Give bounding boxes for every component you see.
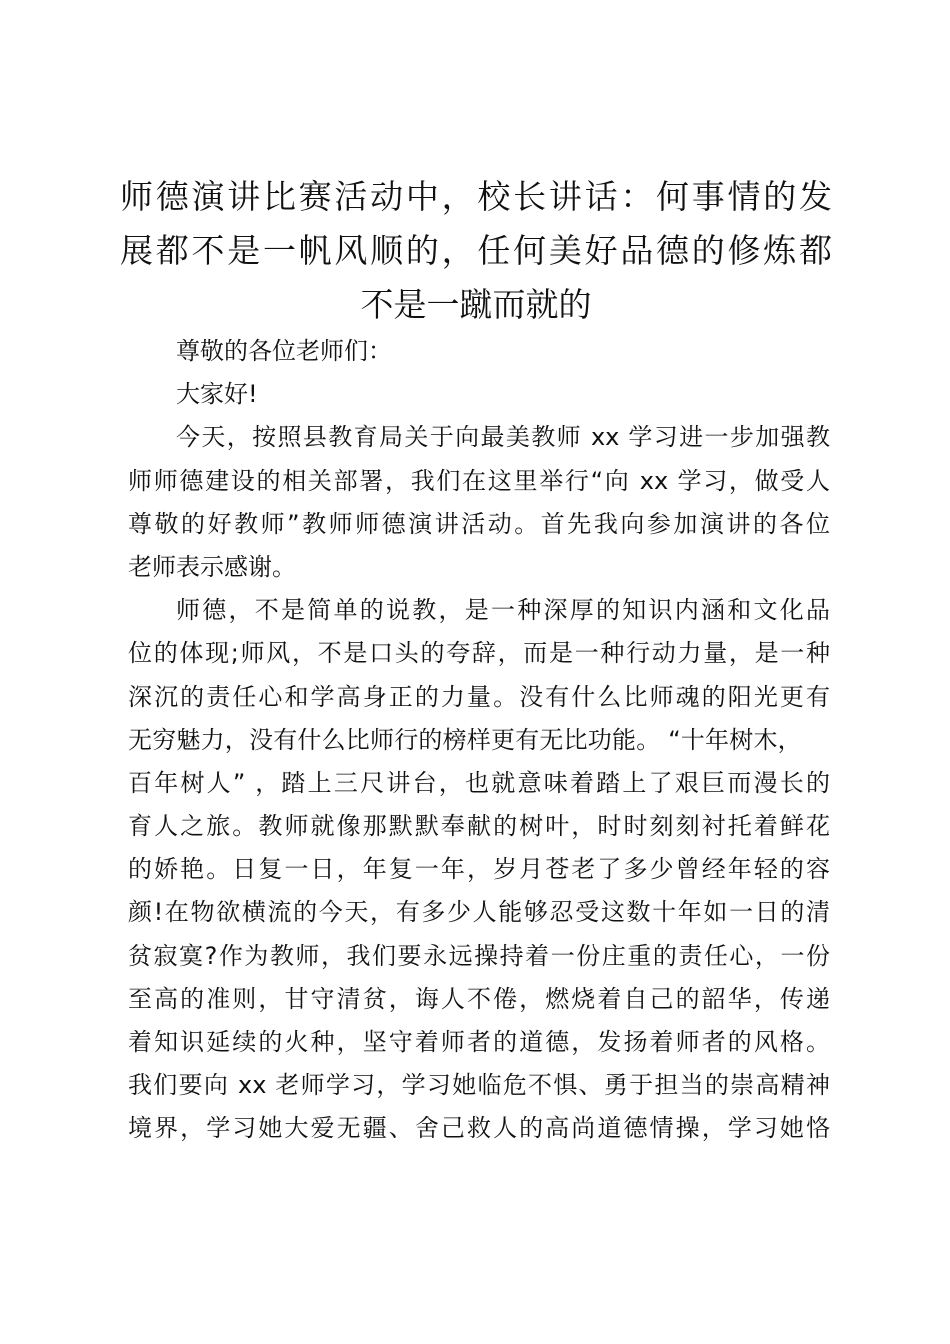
salutation: 尊敬的各位老师们： — [176, 337, 392, 365]
paragraph-line: 境界，学习她大爱无疆、舍己救人的高尚道德情操，学习她恪 — [128, 1114, 830, 1143]
title-line: 展都不是一帆风顺的，任何美好品德的修炼都 — [120, 231, 832, 270]
paragraph-line: 育人之旅。教师就像那默默奉献的树叶，时时刻刻衬托着鲜花 — [128, 812, 830, 841]
paragraph-line: 位的体现;师风，不是口头的夸辞，而是一种行动力量，是一种 — [128, 639, 830, 668]
paragraph-line: 我们要向 xx 老师学习，学习她临危不惧、勇于担当的崇高精神 — [128, 1071, 830, 1100]
paragraph-line: 尊敬的好教师”教师师德演讲活动。首先我向参加演讲的各位 — [128, 509, 830, 538]
title-line: 不是一蹴而就的 — [360, 285, 592, 324]
paragraph-2 — [128, 589, 830, 1150]
paragraph-line: 老师表示感谢。 — [128, 552, 296, 581]
paragraph-line: 师师德建设的相关部署，我们在这里举行“向 xx 学习，做受人 — [128, 466, 830, 495]
document-body — [128, 330, 830, 1151]
paragraph-line: 的娇艳。日复一日，年复一年，岁月苍老了多少曾经年轻的容 — [128, 855, 830, 884]
paragraph-line: 深沉的责任心和学高身正的力量。没有什么比师魂的阳光更有 — [128, 682, 830, 711]
paragraph-line: 今天，按照县教育局关于向最美教师 xx 学习进一步加强教 — [176, 423, 830, 452]
title-line: 师德演讲比赛活动中，校长讲话：何事情的发 — [120, 177, 832, 216]
paragraph-line: 颜!在物欲横流的今天，有多少人能够忍受这数十年如一日的清 — [128, 898, 830, 927]
paragraph-line: 贫寂寞?作为教师，我们要永远操持着一份庄重的责任心，一份 — [128, 941, 830, 970]
paragraph-line: 无穷魅力，没有什么比师行的榜样更有无比功能。 “十年树木， — [128, 725, 802, 754]
document-title — [120, 170, 832, 332]
paragraph-line: 着知识延续的火种，坚守着师者的道德，发扬着师者的风格。 — [128, 1028, 830, 1056]
paragraph-line: 师德，不是简单的说教，是一种深厚的知识内涵和文化品 — [176, 596, 830, 625]
greeting: 大家好! — [176, 380, 258, 409]
paragraph-line: 百年树人” ，踏上三尺讲台，也就意味着踏上了艰巨而漫长的 — [128, 768, 830, 797]
paragraph-1 — [128, 416, 830, 589]
paragraph-line: 至高的准则，甘守清贫，诲人不倦，燃烧着自己的韶华，传递 — [128, 984, 830, 1013]
